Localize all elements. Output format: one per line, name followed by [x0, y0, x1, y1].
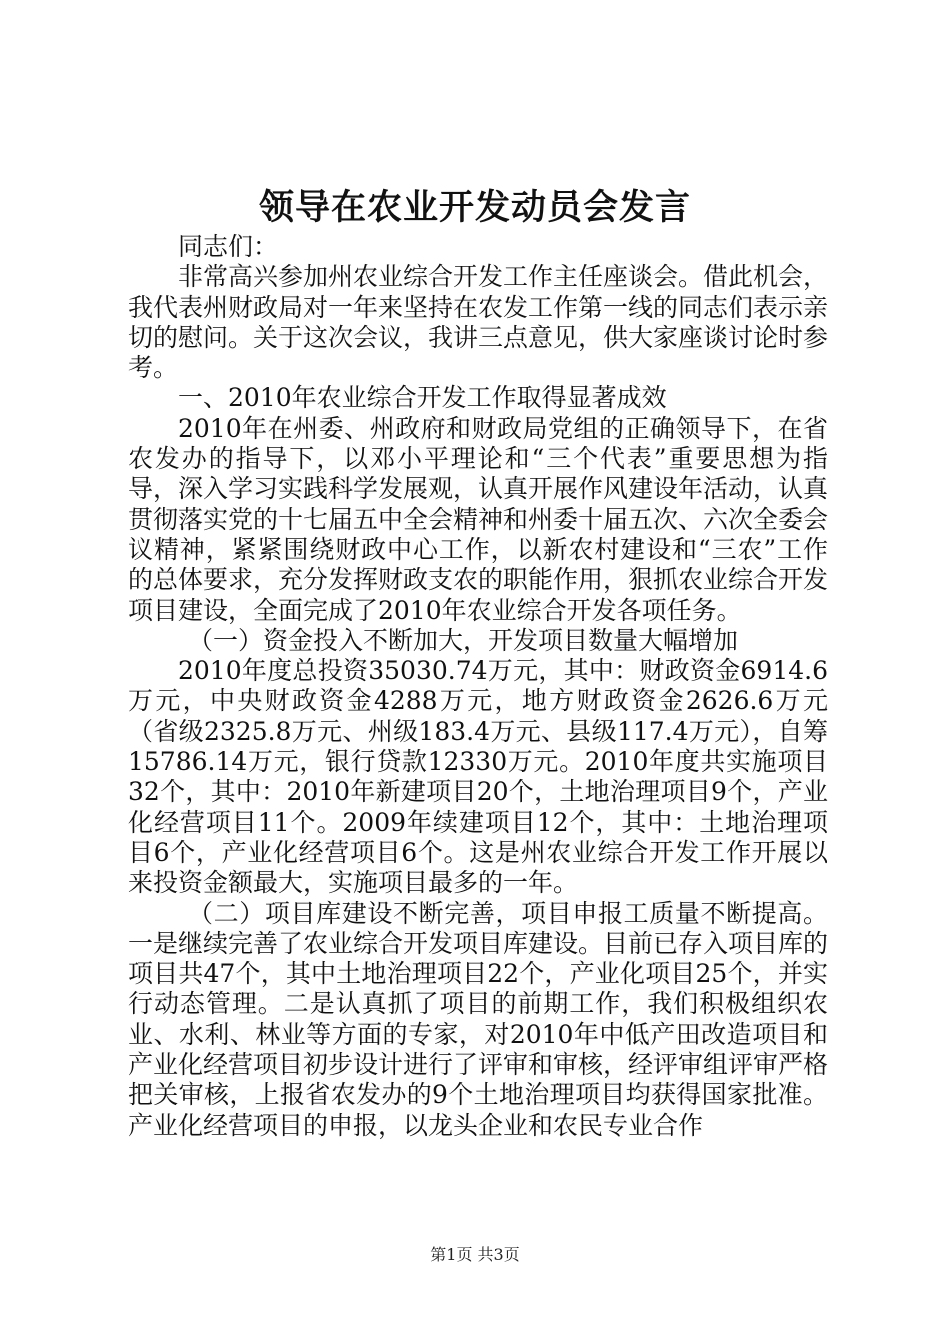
paragraph-intro: 非常高兴参加州农业综合开发工作主任座谈会。借此机会，我代表州财政局对一年来坚持在农发工作第一线的同志们表示亲切的慰问。关于这次会议，我讲三点意见，供大家座谈讨论时参考。 — [128, 262, 829, 383]
document-body — [128, 232, 828, 1141]
paragraph-project-library: （二）项目库建设不断完善，项目申报工质量不断提高。一是继续完善了农业综合开发项目库建设。目前已存入项目库的项目共47个，其中土地治理项目22个，产业化项目25个，并实行动态管理。二是认真抓了项目的前期工作，我们积极组织农业、水利、林业等方面的专家，对2010年中低产田改造项目和产业化经营项目初步设计进行了评审和审核，经评审组评审严格把关审核，上报省农发办的9个土地治理项目均获得国家批准。产业化经营项目的申报，以龙头企业和农民专业合作 — [128, 898, 829, 1140]
section-heading-1: 一、2010年农业综合开发工作取得显著成效 — [178, 383, 667, 413]
salutation: 同志们： — [178, 232, 279, 261]
paragraph-section-1: 2010年在州委、州政府和财政局党组的正确领导下，在省农发办的指导下，以邓小平理论和“三个代表”重要思想为指导，深入学习实践科学发展观，认真开展作风建设年活动，认真贯彻落实党的十七届五中全会精神和州委十届五次、六次全委会议精神，紧紧围绕财政中心工作，以新农村建设和“三农”工作的总体要求，充分发挥财政支农的职能作用，狠抓农业综合开发项目建设，全面完成了2010年农业综合开发各项任务。 — [128, 413, 829, 625]
paragraph-investment: 2010年度总投资35030.74万元，其中：财政资金6914.6万元，中央财政资金4288万元，地方财政资金2626.6万元（省级2325.8万元、州级183.4万元、县级117.4万元），自筹15786.14万元，银行贷款12330万元。2010年度共实施项目32个，其中：2010年新建项目20个，土地治理项目9个，产业化经营项目11个。2009年续建项目12个，其中：土地治理项目6个，产业化经营项目6个。这是州农业综合开发工作开展以来投资金额最大，实施项目最多的一年。 — [128, 656, 828, 898]
page-number: 第1页 共3页 — [430, 1245, 520, 1264]
document-title: 领导在农业开发动员会发言 — [258, 187, 691, 228]
subheading-1: （一）资金投入不断加大，开发项目数量大幅增加 — [188, 625, 739, 655]
